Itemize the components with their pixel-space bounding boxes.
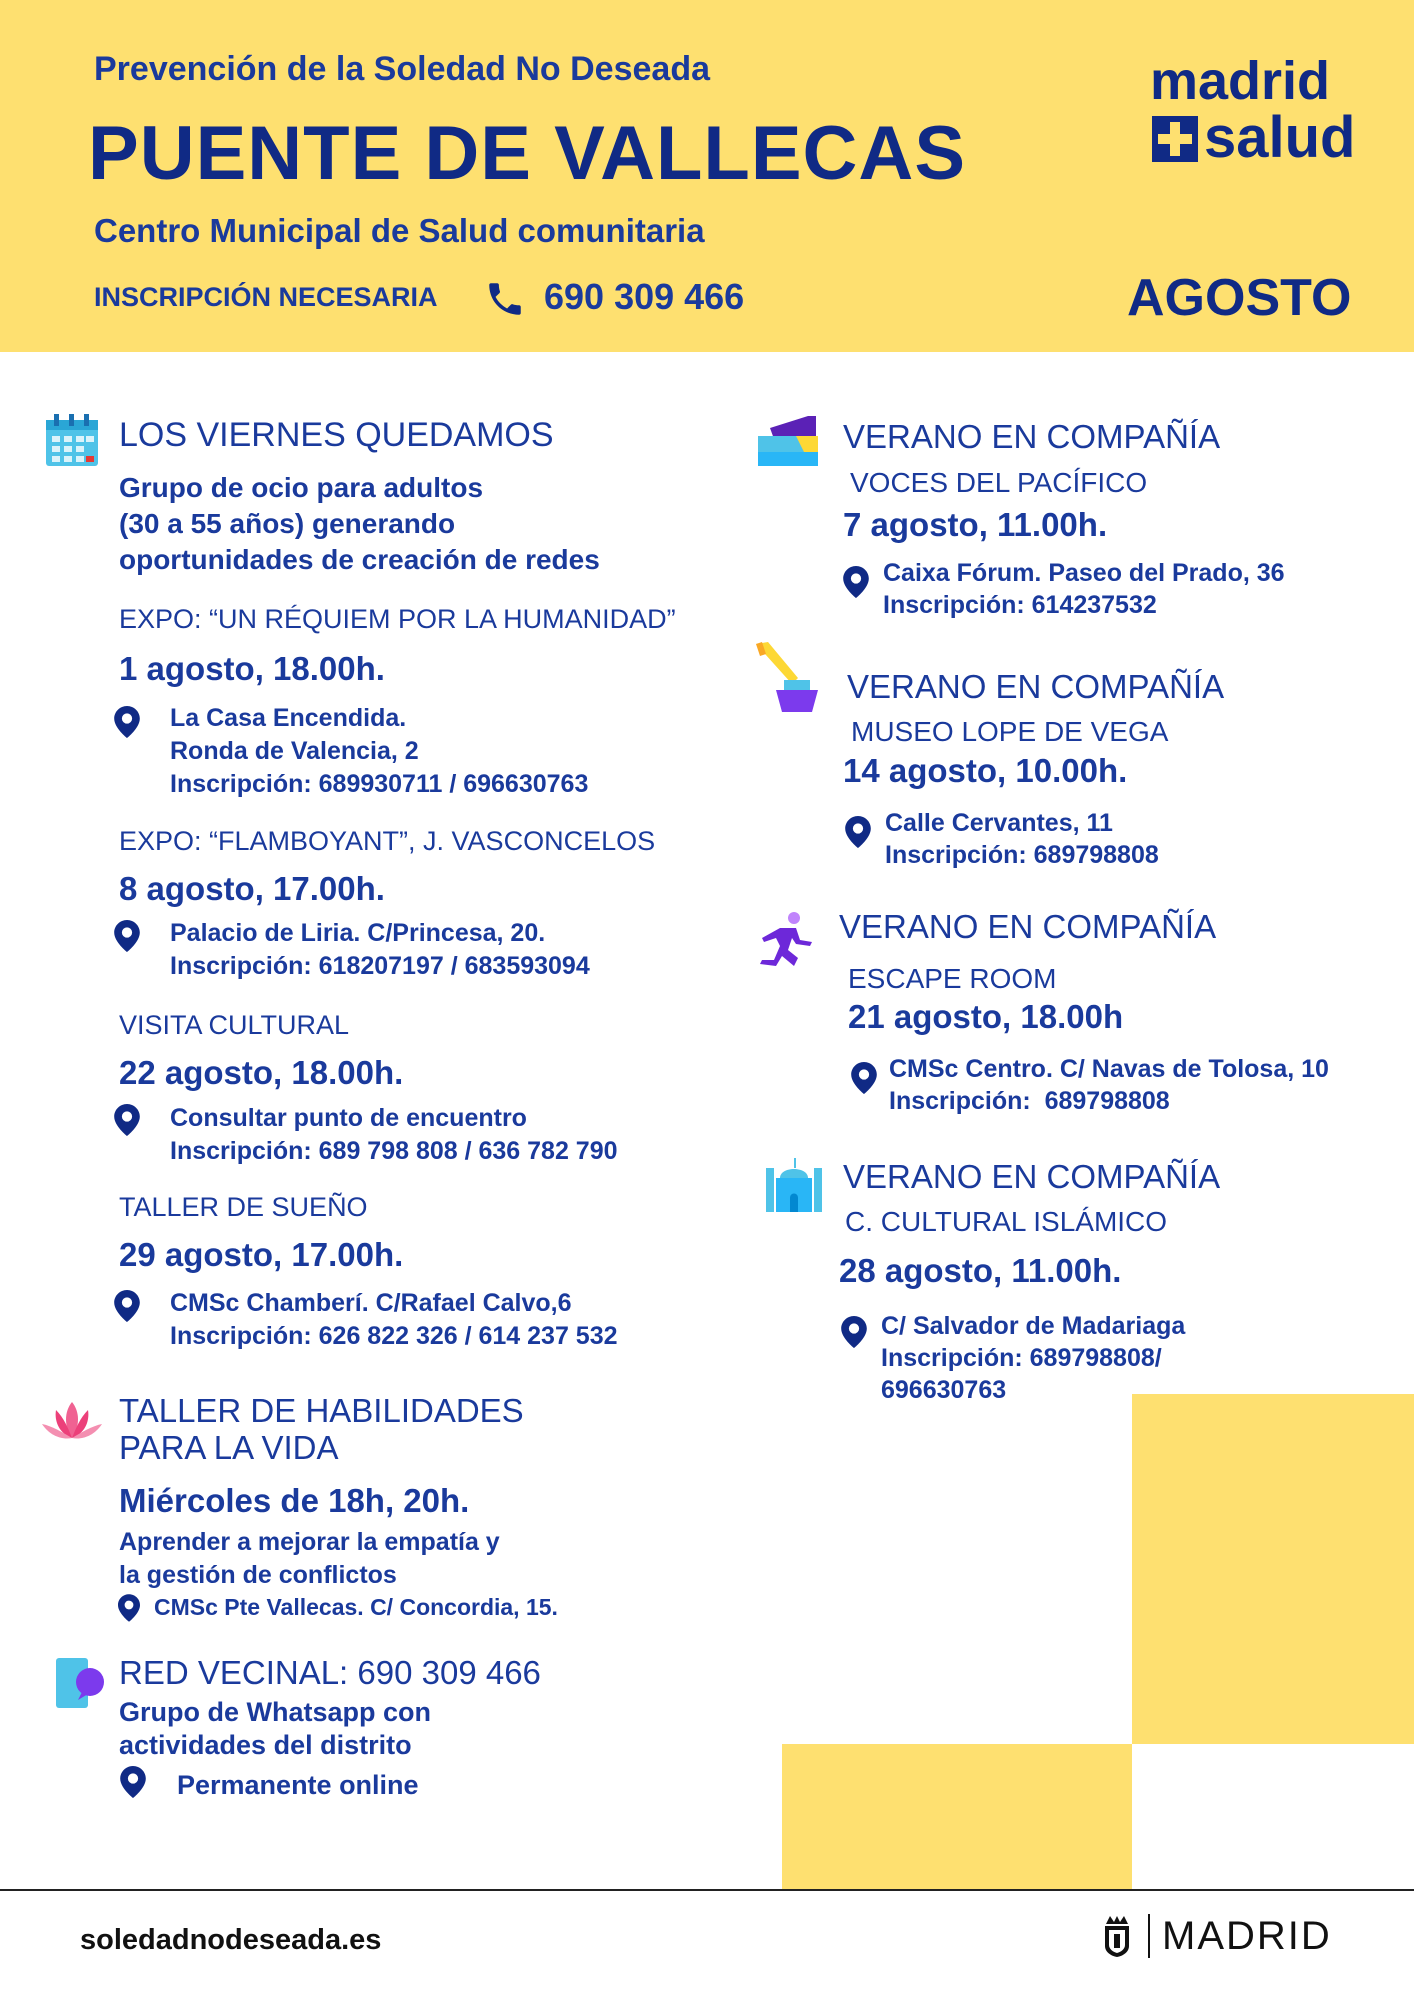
location-pin-icon [851,1062,877,1094]
habilidades-title-line: PARA LA VIDA [119,1429,339,1466]
right-event-date: 14 agosto, 10.00h. [843,752,1128,789]
location-pin-icon [114,706,140,738]
event-detail-line: Consultar punto de encuentro [170,1104,527,1132]
viernes-desc-line: Grupo de ocio para adultos [119,472,484,503]
right-event-detail-line: Inscripción: 689798808/ [881,1344,1162,1372]
right-event-detail-line: CMSc Centro. C/ Navas de Tolosa, 10 [889,1055,1329,1083]
right-event-detail-line: Inscripción: 689798808 [889,1087,1170,1115]
right-event-name: MUSEO LOPE DE VEGA [851,716,1169,747]
habilidades-title [119,1392,524,1466]
right-event-detail-line: C/ Salvador de Madariaga [881,1312,1186,1340]
red-desc-line: Grupo de Whatsapp con [119,1697,432,1727]
right-event-detail-line: Inscripción: 614237532 [883,591,1157,619]
right-event-detail-line: Calle Cervantes, 11 [885,809,1113,837]
habilidades-place: CMSc Pte Vallecas. C/ Concordia, 15. [154,1594,558,1620]
right-event-name: ESCAPE ROOM [848,963,1057,994]
event-detail-line: Ronda de Valencia, 2 [170,737,419,765]
viernes-desc [119,470,600,578]
right-event-detail-line: 696630763 [881,1376,1007,1404]
event-details [170,1102,618,1168]
viernes-desc-line: oportunidades de creación de redes [119,544,600,575]
event-detail-line: Inscripción: 689930711 / 696630763 [170,770,589,798]
right-event-title: VERANO EN COMPAÑÍA [847,668,1225,705]
right-event-details [883,557,1285,621]
right-event-details [881,1310,1185,1406]
inscription-label: INSCRIPCIÓN NECESARIA [94,282,438,312]
page-title: PUENTE DE VALLECAS [88,111,967,196]
header-phone: 690 309 466 [544,276,745,317]
logo-salud: salud [1204,105,1356,170]
event-name: TALLER DE SUEÑO [119,1192,368,1222]
location-pin-icon [114,1104,140,1136]
logo-madrid: madrid [1150,51,1331,111]
viernes-title: LOS VIERNES QUEDAMOS [119,416,554,454]
location-pin-icon [841,1316,867,1348]
event-date: 29 agosto, 17.00h. [119,1236,404,1273]
footer-website[interactable]: soledadnodeseada.es [80,1924,382,1956]
habilidades-desc [119,1526,500,1592]
header-center: Centro Municipal de Salud comunitaria [94,212,705,249]
event-detail-line: Inscripción: 618207197 / 683593094 [170,952,590,980]
location-pin-icon [843,566,869,598]
right-event-title: VERANO EN COMPAÑÍA [839,908,1217,945]
location-pin-icon [114,920,140,952]
event-detail-line: Palacio de Liria. C/Princesa, 20. [170,919,546,947]
footer-divider [0,1889,1414,1891]
right-event-title: VERANO EN COMPAÑÍA [843,418,1221,455]
habilidades-desc-line: la gestión de conflictos [119,1561,397,1589]
event-name: EXPO: “UN RÉQUIEM POR LA HUMANIDAD” [119,604,676,634]
viernes-desc-line: (30 a 55 años) generando [119,508,456,539]
red-desc [119,1696,431,1762]
habilidades-date: Miércoles de 18h, 20h. [119,1482,470,1519]
event-details [170,702,588,801]
chat-phone-icon [54,1656,106,1710]
event-name: VISITA CULTURAL [119,1010,350,1040]
event-detail-line: Inscripción: 689 798 808 / 636 782 790 [170,1137,618,1165]
location-pin-icon [118,1594,140,1622]
event-name: EXPO: “FLAMBOYANT”, J. VASCONCELOS [119,826,656,856]
event-detail-line: CMSc Chamberí. C/Rafael Calvo,6 [170,1289,572,1317]
decorative-block [1132,1394,1414,1744]
event-detail-line: La Casa Encendida. [170,704,407,732]
right-event-details [885,807,1159,871]
right-event-detail-line: Inscripción: 689798808 [885,841,1159,869]
month-label: AGOSTO [1127,269,1352,327]
right-event-date: 7 agosto, 11.00h. [843,506,1108,543]
right-event-date: 28 agosto, 11.00h. [839,1252,1122,1289]
location-pin-icon [845,816,871,848]
location-pin-icon [120,1766,146,1798]
event-date: 8 agosto, 17.00h. [119,870,385,907]
footer-city: MADRID [1162,1914,1332,1958]
right-event-title: VERANO EN COMPAÑÍA [843,1158,1221,1195]
phone-icon [484,278,526,320]
lotus-icon [40,1398,104,1446]
footer-logo-divider [1148,1914,1150,1958]
book-icon [756,414,820,470]
event-details [170,917,590,983]
red-title: RED VECINAL: 690 309 466 [119,1654,541,1691]
mosque-icon [764,1154,824,1214]
logo-cross-icon [1152,116,1198,162]
right-event-name: VOCES DEL PACÍFICO [850,467,1148,498]
event-date: 22 agosto, 18.00h. [119,1054,404,1091]
inkwell-icon [754,640,820,716]
event-detail-line: Inscripción: 626 822 326 / 614 237 532 [170,1322,618,1350]
calendar-icon [44,412,100,468]
habilidades-desc-line: Aprender a mejorar la empatía y [119,1528,500,1556]
right-event-date: 21 agosto, 18.00h [848,998,1124,1035]
decorative-block [782,1744,1132,1889]
right-event-details [889,1053,1329,1117]
location-pin-icon [114,1290,140,1322]
header-subtitle: Prevención de la Soledad No Deseada [94,50,711,88]
right-event-name: C. CULTURAL ISLÁMICO [845,1206,1168,1237]
event-details [170,1287,618,1353]
habilidades-title-line: TALLER DE HABILIDADES [119,1392,524,1429]
event-date: 1 agosto, 18.00h. [119,650,385,687]
runner-icon [756,910,816,970]
red-place: Permanente online [177,1770,419,1800]
right-event-detail-line: Caixa Fórum. Paseo del Prado, 36 [883,559,1285,587]
coat-of-arms-icon [1102,1914,1132,1958]
red-desc-line: actividades del distrito [119,1730,412,1760]
